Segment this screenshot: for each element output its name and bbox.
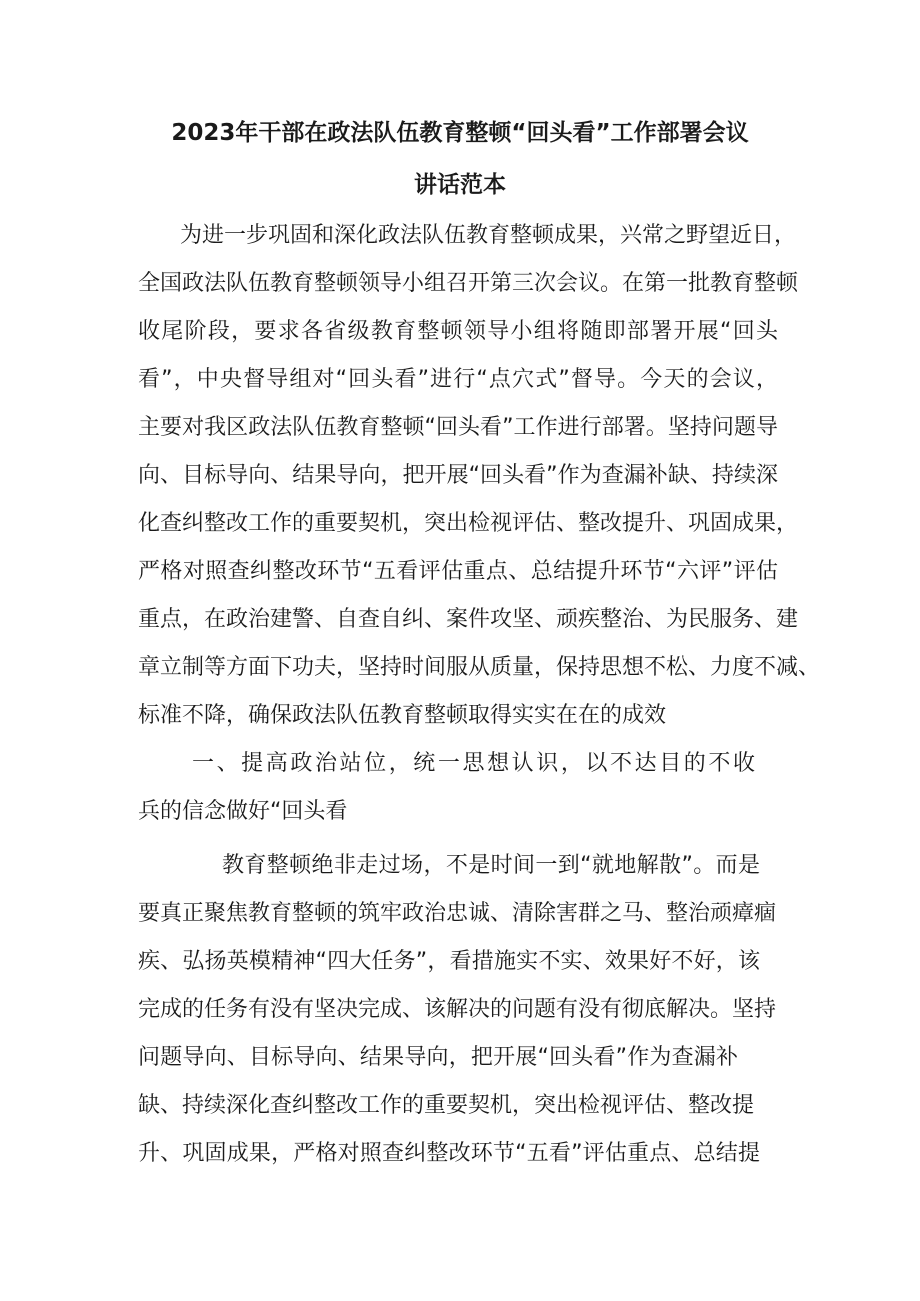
section-paragraph-line: 问题导向、目标导向、结果导向，把开展“回头看”作为查漏补: [138, 1045, 739, 1070]
section-paragraph-line: 疾、弘扬英模精神“四大任务”，看措施实不实、效果好不好，该: [138, 949, 760, 974]
intro-paragraph-line: 向、目标导向、结果导向，把开展“回头看”作为查漏补缺、持续深: [138, 463, 778, 488]
document-title-line-2: 讲话范本: [414, 172, 506, 198]
intro-paragraph-line: 化查纠整改工作的重要契机，突出检视评估、整改提升、巩固成果，: [138, 511, 799, 536]
intro-paragraph-line: 章立制等方面下功夫，坚持时间服从质量，保持思想不松、力度不减、: [138, 655, 821, 680]
section-paragraph-line: 教育整顿绝非走过场，不是时间一到“就地解散”。而是: [222, 853, 760, 878]
intro-paragraph-line: 为进一步巩固和深化政法队伍教育整顿成果，兴常之野望近日，: [180, 223, 797, 248]
document-title-line-1: 2023年干部在政法队伍教育整顿“回头看”工作部署会议: [171, 120, 749, 146]
intro-paragraph-line: 标准不降，确保政法队伍教育整顿取得实实在在的成效: [138, 703, 667, 728]
section-heading-line: 一、提高政治站位，统一思想认识，以不达目的不收: [192, 751, 755, 776]
section-paragraph-line: 缺、持续深化查纠整改工作的重要契机，突出检视评估、整改提: [138, 1093, 755, 1118]
intro-paragraph-line: 全国政法队伍教育整顿领导小组召开第三次会议。在第一批教育整顿: [138, 271, 799, 296]
intro-paragraph-line: 严格对照查纠整改环节“五看评估重点、总结提升环节“六评”评估: [138, 559, 778, 584]
intro-paragraph-line: 重点，在政治建警、自查自纠、案件攻坚、顽疾整治、为民服务、建: [138, 607, 799, 632]
section-paragraph-line: 完成的任务有没有坚决完成、该解决的问题有没有彻底解决。坚持: [138, 997, 777, 1022]
section-paragraph-line: 升、巩固成果，严格对照查纠整改环节“五看”评估重点、总结提: [138, 1141, 760, 1166]
section-heading-line: 兵的信念做好“回头看: [138, 799, 348, 824]
intro-paragraph-line: 看”，中央督导组对“回头看”进行“点穴式”督导。今天的会议，: [138, 367, 778, 392]
intro-paragraph-line: 主要对我区政法队伍教育整顿“回头看”工作进行部署。坚持问题导: [138, 415, 778, 440]
section-paragraph-line: 要真正聚焦教育整顿的筑牢政治忠诚、清除害群之马、整治顽瘴痼: [138, 901, 777, 926]
intro-paragraph-line: 收尾阶段，要求各省级教育整顿领导小组将随即部署开展“回头: [138, 319, 778, 344]
